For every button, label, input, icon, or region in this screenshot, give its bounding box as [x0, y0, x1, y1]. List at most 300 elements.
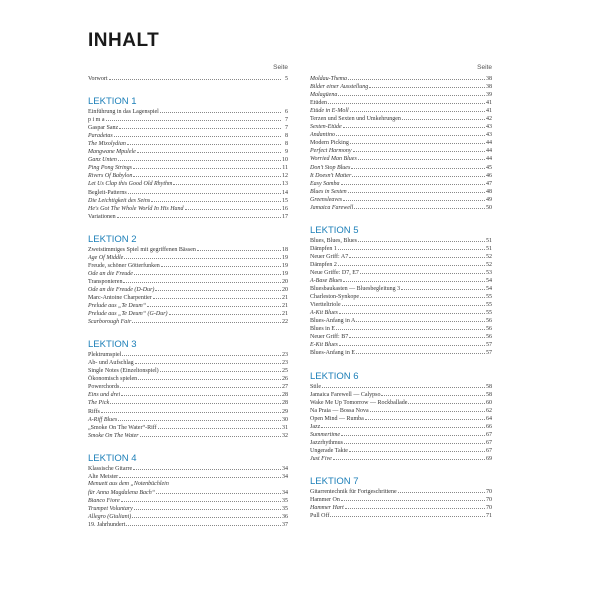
toc-entry[interactable] — [88, 520, 288, 528]
toc-leader-dots — [133, 171, 281, 177]
toc-entry[interactable] — [310, 348, 492, 356]
toc-entry[interactable] — [88, 309, 288, 317]
toc-entry[interactable] — [310, 308, 492, 316]
toc-entry-page: 16 — [282, 205, 288, 212]
toc-entry-page: 51 — [486, 245, 492, 252]
toc-entry[interactable] — [88, 171, 288, 179]
section-gap — [88, 82, 288, 96]
toc-entry-title: Trumpet Voluntary — [88, 505, 133, 512]
toc-entry[interactable] — [310, 340, 492, 348]
toc-leader-dots — [341, 495, 485, 501]
toc-leader-dots — [151, 196, 281, 202]
toc-entry-title: Ode an die Freude (D-Dur) — [88, 286, 155, 293]
toc-entry-page: 43 — [486, 124, 492, 131]
toc-entry-page: 70 — [486, 505, 492, 512]
toc-leader-dots — [133, 464, 281, 470]
toc-entry[interactable] — [88, 407, 288, 415]
seite-label-left: Seite — [273, 64, 288, 71]
toc-entry-page: 60 — [486, 399, 492, 406]
toc-entry[interactable] — [88, 188, 288, 196]
toc-entry[interactable] — [310, 511, 492, 519]
toc-entry-page: 69 — [486, 455, 492, 462]
toc-entry-title: Begleit-Patterns — [88, 189, 127, 196]
lektion-heading: LEKTION 6 — [310, 370, 359, 382]
toc-leader-dots — [156, 488, 281, 494]
toc-entry[interactable] — [88, 204, 288, 212]
toc-entry-title: Na Praia — Bossa Nova — [310, 407, 369, 414]
toc-leader-dots — [349, 446, 485, 452]
toc-entry[interactable] — [88, 269, 288, 277]
toc-entry[interactable] — [88, 390, 288, 398]
toc-entry[interactable] — [88, 366, 288, 374]
toc-entry-page: 32 — [282, 432, 288, 439]
toc-entry-title: Bianco Fiore — [88, 497, 120, 504]
toc-entry-title: It Doesn't Matter — [310, 172, 352, 179]
toc-entry[interactable] — [310, 236, 492, 244]
toc-entry[interactable] — [88, 74, 288, 82]
toc-leader-dots — [341, 179, 486, 185]
toc-entry[interactable] — [88, 277, 288, 285]
section-gap — [310, 462, 492, 476]
toc-entry-page: 55 — [486, 294, 492, 301]
toc-leader-dots — [336, 130, 485, 136]
toc-entry-page: 57 — [486, 342, 492, 349]
toc-leader-dots — [330, 511, 485, 517]
toc-entry-page: 19 — [282, 262, 288, 269]
toc-leader-dots — [333, 454, 485, 460]
toc-entry[interactable] — [310, 187, 492, 195]
toc-entry-page: 15 — [282, 197, 288, 204]
toc-entry-page: 11 — [282, 165, 288, 172]
toc-entry-title: „Smoke On The Water“-Riff — [88, 424, 157, 431]
toc-leader-dots — [122, 350, 281, 356]
toc-entry[interactable] — [88, 382, 288, 390]
toc-entry[interactable] — [310, 146, 492, 154]
toc-entry-title: Bilder einer Ausstellung — [310, 84, 369, 91]
toc-leader-dots — [321, 422, 485, 428]
toc-entry-title: Ganz Unten — [88, 157, 117, 164]
toc-entry[interactable] — [88, 423, 288, 431]
section-gap — [88, 439, 288, 453]
toc-leader-dots — [127, 139, 281, 145]
toc-leader-dots — [133, 163, 281, 169]
toc-entry[interactable] — [88, 464, 288, 472]
toc-entry[interactable] — [88, 431, 288, 439]
toc-entry-title: Menuett aus dem „Notenbüchlein — [88, 480, 169, 487]
toc-list-right — [310, 74, 492, 519]
toc-leader-dots — [158, 423, 281, 429]
toc-entry-title: Charleston-Synkope — [310, 294, 359, 301]
toc-entry[interactable] — [310, 130, 492, 138]
section-gap — [88, 220, 288, 234]
toc-entry-title: Freude, schöner Götterfunken — [88, 262, 160, 269]
toc-leader-dots — [118, 415, 281, 421]
toc-entry[interactable] — [310, 438, 492, 446]
toc-entry-page: 5 — [285, 76, 288, 82]
toc-entry[interactable] — [88, 196, 288, 204]
toc-entry[interactable] — [310, 138, 492, 146]
toc-entry-page: 39 — [486, 92, 492, 99]
toc-entry[interactable] — [310, 292, 492, 300]
toc-entry-page: 30 — [282, 416, 288, 423]
toc-entry[interactable] — [310, 122, 492, 130]
toc-entry-page: 43 — [486, 132, 492, 139]
toc-entry-page: 49 — [486, 196, 492, 203]
toc-leader-dots — [161, 261, 281, 267]
toc-entry-title: Ode an die Freude — [88, 270, 133, 277]
toc-leader-dots — [354, 203, 485, 209]
toc-entry[interactable] — [88, 374, 288, 382]
toc-entry-title: Eins und drei — [88, 392, 121, 399]
toc-entry[interactable] — [310, 390, 492, 398]
toc-entry-title: Rivers Of Babylon — [88, 173, 133, 180]
toc-entry[interactable] — [88, 285, 288, 293]
toc-leader-dots — [132, 512, 281, 518]
toc-leader-dots — [128, 188, 281, 194]
lektion-heading: LEKTION 7 — [310, 475, 359, 487]
toc-entry-page: 52 — [486, 253, 492, 260]
toc-entry-title: Mangwane Mpulele — [88, 149, 136, 156]
toc-entry-title: Transponieren — [88, 278, 123, 285]
toc-entry[interactable] — [310, 422, 492, 430]
toc-entry-title: Ping Pong Strings — [88, 165, 133, 172]
toc-entry-title: Scarborough Fair — [88, 319, 132, 326]
toc-leader-dots — [345, 503, 485, 509]
toc-entry-title: Modern Picking — [310, 140, 349, 147]
toc-entry[interactable] — [310, 74, 492, 82]
toc-entry-title: Prelude aus „Te Deum“ (G-Dur) — [88, 311, 168, 318]
toc-leader-dots — [336, 324, 485, 330]
toc-entry[interactable] — [310, 446, 492, 454]
toc-entry[interactable] — [310, 106, 492, 114]
toc-leader-dots — [341, 430, 485, 436]
toc-entry[interactable] — [88, 253, 288, 261]
toc-entry[interactable] — [88, 480, 288, 488]
toc-entry-page: 41 — [486, 108, 492, 115]
toc-entry-page: 8 — [285, 141, 288, 148]
toc-entry-page: 66 — [486, 423, 492, 430]
toc-leader-dots — [138, 374, 281, 380]
toc-leader-dots — [344, 438, 485, 444]
toc-entry[interactable] — [88, 245, 288, 253]
toc-leader-dots — [160, 366, 281, 372]
toc-entry[interactable] — [310, 195, 492, 203]
toc-entry-page: 34 — [282, 465, 288, 472]
toc-entry[interactable] — [310, 114, 492, 122]
toc-entry[interactable] — [310, 244, 492, 252]
toc-entry[interactable] — [88, 131, 288, 139]
toc-entry-title: Blues in Sexten — [310, 188, 347, 195]
toc-entry-page: 71 — [486, 513, 492, 520]
toc-leader-dots — [348, 74, 485, 80]
toc-entry[interactable] — [310, 284, 492, 292]
toc-entry[interactable] — [88, 139, 288, 147]
toc-entry[interactable] — [88, 147, 288, 155]
toc-entry-title: Sexten-Etüde — [310, 124, 342, 131]
toc-entry-title: Hammer On — [310, 497, 340, 504]
toc-leader-dots — [398, 487, 485, 493]
toc-entry-title: Terzen und Sexten und Umkehrungen — [310, 116, 401, 123]
toc-entry-title: Dämpfen 2 — [310, 261, 337, 268]
toc-list-left — [88, 74, 288, 528]
toc-entry-title: Prelude aus „Te Deum“ — [88, 303, 147, 310]
toc-entry-title: Zweistimmiges Spiel mit gegriffenen Bässen — [88, 246, 196, 253]
toc-entry[interactable] — [310, 382, 492, 390]
toc-leader-dots — [124, 253, 281, 259]
toc-entry[interactable] — [88, 107, 288, 115]
toc-entry-page: 53 — [486, 269, 492, 276]
toc-leader-dots — [106, 115, 282, 121]
toc-leader-dots — [358, 154, 485, 160]
toc-entry-page: 50 — [486, 204, 492, 211]
toc-entry[interactable] — [310, 332, 492, 340]
toc-entry[interactable] — [310, 487, 492, 495]
toc-leader-dots — [197, 245, 281, 251]
toc-leader-dots — [121, 496, 281, 502]
toc-entry[interactable] — [88, 115, 288, 123]
toc-leader-dots — [408, 398, 485, 404]
toc-entry-page: 52 — [486, 261, 492, 268]
toc-entry[interactable] — [88, 472, 288, 480]
toc-leader-dots — [322, 382, 485, 388]
toc-entry-page: 22 — [282, 319, 288, 326]
toc-leader-dots — [119, 472, 281, 478]
toc-entry-title: Neue Griffe: D7, E7 — [310, 269, 359, 276]
toc-leader-dots — [350, 106, 485, 112]
toc-entry[interactable] — [88, 512, 288, 520]
toc-entry-title: Age Of Middle — [88, 254, 124, 261]
toc-entry-page: 54 — [486, 286, 492, 293]
toc-leader-dots — [348, 187, 485, 193]
toc-entry-page: 54 — [486, 278, 492, 285]
toc-leader-dots — [117, 212, 281, 218]
toc-entry[interactable] — [88, 261, 288, 269]
toc-leader-dots — [381, 390, 485, 396]
toc-leader-dots — [350, 138, 485, 144]
toc-entry-page: 44 — [486, 140, 492, 147]
toc-entry[interactable] — [88, 398, 288, 406]
toc-entry[interactable] — [88, 179, 288, 187]
toc-entry[interactable] — [88, 293, 288, 301]
toc-entry-page: 18 — [282, 246, 288, 253]
toc-entry-title: Powerchords — [88, 384, 120, 391]
toc-entry-title: Open Mind — Rumba — [310, 415, 364, 422]
toc-leader-dots — [185, 204, 281, 210]
toc-entry[interactable] — [88, 496, 288, 504]
toc-entry-title: Just Five — [310, 455, 332, 462]
toc-entry[interactable] — [310, 98, 492, 106]
toc-entry-page: 27 — [282, 384, 288, 391]
toc-entry[interactable] — [310, 179, 492, 187]
toc-entry[interactable] — [310, 454, 492, 462]
toc-entry-title: Einführung in das Lagenspiel — [88, 109, 159, 116]
toc-entry-title: Andantino — [310, 132, 335, 139]
toc-leader-dots — [356, 316, 485, 322]
toc-entry-page: 26 — [282, 376, 288, 383]
toc-entry-page: 36 — [282, 513, 288, 520]
toc-entry[interactable] — [310, 495, 492, 503]
toc-entry-title: Ab- und Aufschlag — [88, 360, 134, 367]
toc-entry[interactable] — [88, 317, 288, 325]
toc-entry[interactable] — [310, 414, 492, 422]
toc-leader-dots — [147, 301, 281, 307]
toc-entry-title: Greensleaves — [310, 196, 343, 203]
toc-entry[interactable] — [310, 276, 492, 284]
toc-entry-title: Vorwort — [88, 76, 108, 82]
toc-entry-page: 44 — [486, 156, 492, 163]
toc-entry-page: 34 — [282, 473, 288, 480]
toc-entry[interactable] — [88, 415, 288, 423]
toc-entry-title: Bluesbaukasten — Bluesbegleitung 3 — [310, 286, 401, 293]
toc-entry[interactable] — [310, 406, 492, 414]
toc-entry-page: 12 — [282, 173, 288, 180]
toc-entry-page: 46 — [486, 172, 492, 179]
toc-entry[interactable] — [310, 252, 492, 260]
toc-leader-dots — [358, 236, 485, 242]
toc-entry[interactable] — [310, 171, 492, 179]
toc-leader-dots — [328, 98, 485, 104]
toc-entry[interactable] — [88, 488, 288, 496]
toc-entry-title: Ungerade Takte — [310, 447, 348, 454]
toc-leader-dots — [402, 114, 485, 120]
toc-leader-dots — [401, 284, 485, 290]
toc-entry[interactable] — [310, 503, 492, 511]
toc-entry-page: 6 — [285, 109, 288, 116]
toc-entry-page: 42 — [486, 116, 492, 123]
toc-leader-dots — [160, 107, 281, 113]
toc-entry[interactable] — [310, 430, 492, 438]
section-gap — [88, 325, 288, 339]
toc-entry-title: Let Us Clap this Good Old Rhythm — [88, 181, 173, 188]
toc-entry-title: Jazzrhythmus — [310, 439, 343, 446]
toc-entry-page: 57 — [486, 350, 492, 357]
toc-entry-page: 67 — [486, 431, 492, 438]
toc-entry-title: Die Leichtigkeit des Seins — [88, 197, 151, 204]
toc-entry-page: 21 — [282, 294, 288, 301]
toc-leader-dots — [118, 155, 281, 161]
toc-entry-page: 56 — [486, 318, 492, 325]
toc-entry-page: 64 — [486, 415, 492, 422]
toc-entry-page: 55 — [486, 302, 492, 309]
toc-entry[interactable] — [310, 324, 492, 332]
toc-leader-dots — [343, 276, 485, 282]
toc-leader-dots — [360, 292, 485, 298]
toc-entry-title: Single Notes (Einzeltonspiel) — [88, 368, 159, 375]
toc-leader-dots — [153, 293, 281, 299]
toc-entry-title: Neuer Griff: B7 — [310, 334, 349, 341]
toc-entry-page: 55 — [486, 310, 492, 317]
toc-entry[interactable] — [310, 398, 492, 406]
toc-entry[interactable] — [88, 504, 288, 512]
toc-entry-title: Gaspar Sanz — [88, 125, 119, 132]
toc-leader-dots — [369, 82, 485, 88]
section-gap — [310, 211, 492, 225]
toc-entry-page: 35 — [282, 497, 288, 504]
lektion-heading: LEKTION 2 — [88, 233, 137, 245]
toc-entry-page: 28 — [282, 400, 288, 407]
lektion-heading: LEKTION 3 — [88, 339, 137, 351]
toc-entry-title: E-Kit Blues — [310, 342, 338, 349]
toc-leader-dots — [134, 269, 281, 275]
toc-entry[interactable] — [88, 358, 288, 366]
toc-entry-page: 58 — [486, 383, 492, 390]
toc-entry-title: Don't Stop Blues — [310, 164, 351, 171]
toc-entry[interactable] — [310, 260, 492, 268]
toc-entry-page: 20 — [282, 278, 288, 285]
toc-entry-title: Plektrumspiel — [88, 352, 122, 359]
toc-entry-title: Summertime — [310, 431, 340, 438]
toc-entry-page: 70 — [486, 488, 492, 495]
toc-entry-title: Pull Off — [310, 513, 330, 520]
toc-entry[interactable] — [88, 212, 288, 220]
toc-leader-dots — [360, 268, 485, 274]
toc-entry-page: 31 — [282, 424, 288, 431]
toc-leader-dots — [114, 131, 281, 137]
seite-label-right: Seite — [477, 64, 492, 71]
toc-entry-page: 67 — [486, 447, 492, 454]
toc-entry-page: 19 — [282, 270, 288, 277]
toc-entry[interactable] — [310, 82, 492, 90]
toc-leader-dots — [370, 406, 485, 412]
toc-entry-title: Hammer Hart — [310, 505, 344, 512]
toc-entry[interactable] — [88, 155, 288, 163]
toc-entry-page: 29 — [282, 408, 288, 415]
toc-entry[interactable] — [88, 350, 288, 358]
toc-entry[interactable] — [88, 123, 288, 131]
toc-entry-page: 47 — [486, 180, 492, 187]
lektion-heading: LEKTION 4 — [88, 452, 137, 464]
toc-entry-title: The Pick — [88, 400, 110, 407]
toc-leader-dots — [119, 123, 281, 129]
toc-entry-page: 14 — [282, 189, 288, 196]
toc-entry-title: Neuer Griff: A7 — [310, 253, 349, 260]
toc-leader-dots — [339, 308, 485, 314]
toc-entry-page: 21 — [282, 311, 288, 318]
toc-entry[interactable] — [310, 90, 492, 98]
toc-leader-dots — [349, 252, 485, 258]
toc-entry-title: Dämpfen 1 — [310, 245, 337, 252]
toc-leader-dots — [365, 414, 485, 420]
toc-entry-title: Alte Meister — [88, 473, 119, 480]
toc-entry-page: 38 — [486, 84, 492, 91]
toc-leader-dots — [356, 348, 485, 354]
toc-entry-title: Moldau-Thema — [310, 76, 347, 82]
toc-leader-dots — [120, 382, 281, 388]
toc-leader-dots — [343, 122, 485, 128]
toc-entry-title: Jamaica Farewell — Calypso — [310, 391, 381, 398]
toc-entry[interactable] — [88, 163, 288, 171]
toc-entry-title: Riffs — [88, 408, 100, 415]
toc-entry-title: Gitarrentechnik für Fortgeschrittene — [310, 488, 397, 495]
toc-entry[interactable] — [310, 300, 492, 308]
toc-entry-title: Easy Samba — [310, 180, 340, 187]
toc-entry[interactable] — [88, 301, 288, 309]
toc-entry[interactable] — [310, 268, 492, 276]
toc-leader-dots — [338, 90, 485, 96]
toc-entry-title: Stile — [310, 383, 322, 390]
toc-leader-dots — [137, 147, 281, 153]
toc-entry[interactable] — [310, 163, 492, 171]
toc-entry[interactable] — [310, 154, 492, 162]
toc-entry-page: 70 — [486, 497, 492, 504]
toc-entry[interactable] — [310, 203, 492, 211]
toc-column-right — [310, 62, 492, 519]
toc-entry-page: 45 — [486, 164, 492, 171]
toc-entry[interactable] — [310, 316, 492, 324]
toc-entry-title: Worried Man Blues — [310, 156, 357, 163]
toc-entry-page: 56 — [486, 326, 492, 333]
toc-entry-page: 37 — [282, 522, 288, 529]
